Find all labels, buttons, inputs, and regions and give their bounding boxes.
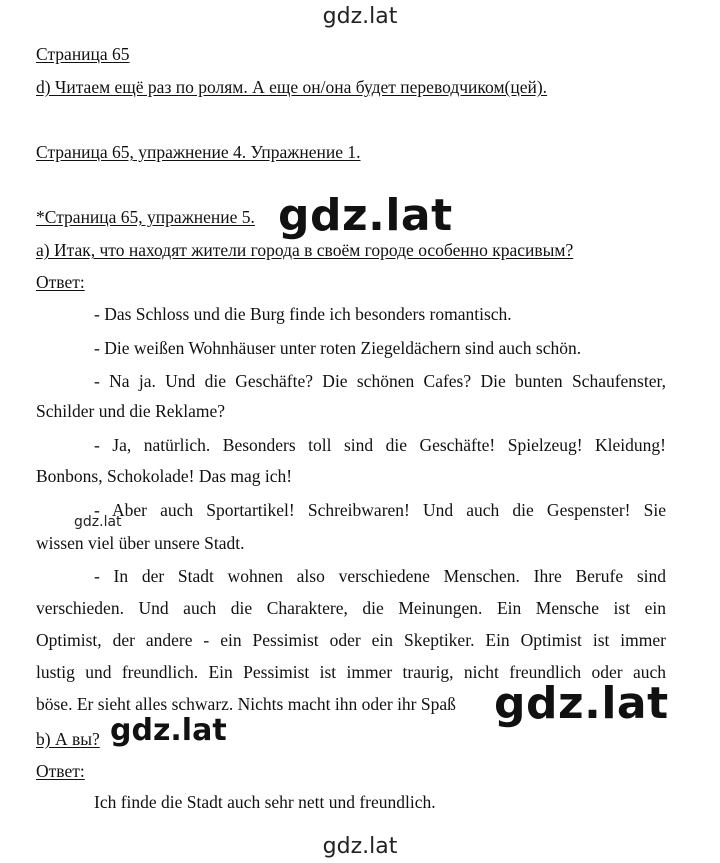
answer-line: Bonbons, Schokolade! Das mag ich! [36, 466, 293, 486]
item-d-text: d) Читаем ещё раз по ролям. А еще он/она будет переводчиком(цей). [36, 77, 548, 97]
answer-line: - Die weißen Wohnhäuser unter roten Ziegeldächern sind auch schön. [94, 338, 582, 358]
answer-line: verschieden. Und auch die Charaktere, die Meinungen. Ein Mensche ist ein [36, 598, 666, 618]
answer-line: - Ja, natürlich. Besonders toll sind die Geschäfte! Spielzeug! Kleidung! [94, 435, 666, 455]
answer-line: - In der Stadt wohnen also verschiedene Menschen. Ihre Berufe sind [94, 566, 666, 586]
item-b-question: b) А вы? [36, 729, 100, 749]
answer-line: Schilder und die Reklame? [36, 401, 226, 421]
answer-line: - Na ja. Und die Geschäfte? Die schönen Cafes? Die bunten Schaufenster, [94, 371, 666, 391]
watermark-top: gdz.lat [322, 4, 398, 29]
answer-line: böse. Er sieht alles schwarz. Nichts macht ihn oder ihr Spaß [36, 694, 456, 714]
watermark-medium: gdz.lat [110, 713, 227, 748]
answer-line: - Aber auch Sportartikel! Schreibwaren! Und auch die Gespenster! Sie [94, 500, 666, 520]
watermark-bottom: gdz.lat [322, 834, 398, 859]
answer-line: lustig und freundlich. Ein Pessimist ist immer traurig, nicht freundlich oder auch [36, 662, 666, 682]
page-heading: Страница 65 [36, 44, 130, 64]
watermark-small: gdz.lat [74, 514, 122, 530]
watermark-large: gdz.lat [278, 190, 453, 241]
answer-label: Ответ: [36, 272, 85, 292]
exercise-5-heading: *Страница 65, упражнение 5. [36, 207, 255, 227]
item-a-question: а) Итак, что находят жители города в своём городе особенно красивым? [36, 240, 574, 260]
answer-line: wissen viel über unsere Stadt. [36, 533, 245, 553]
answer-line: Optimist, der andere - ein Pessimist oder ein Skeptiker. Ein Optimist ist immer [36, 630, 666, 650]
answer-label-2: Ответ: [36, 761, 85, 781]
answer-b-text: Ich finde die Stadt auch sehr nett und freundlich. [94, 792, 436, 812]
watermark-large: gdz.lat [494, 678, 669, 729]
answer-line: - Das Schloss und die Burg finde ich besonders romantisch. [94, 304, 512, 324]
exercise-4-heading: Страница 65, упражнение 4. Упражнение 1. [36, 142, 361, 162]
